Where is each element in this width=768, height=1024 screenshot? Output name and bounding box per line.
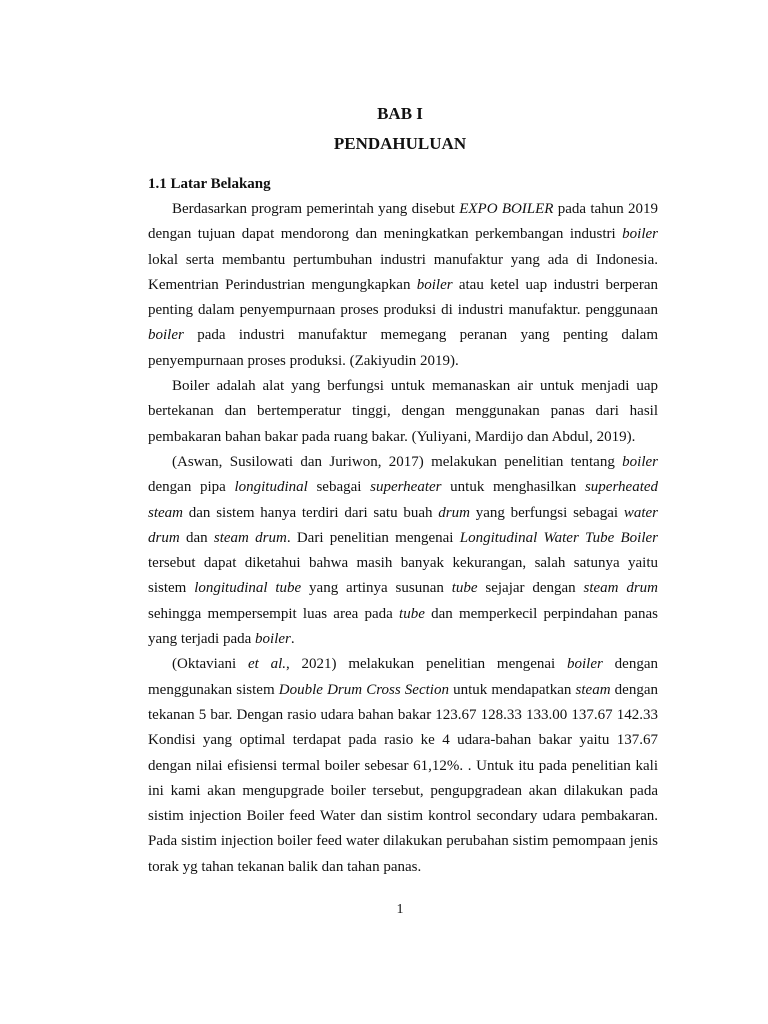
italic-term: boiler	[148, 327, 184, 344]
page-number: 1	[396, 902, 404, 917]
italic-term: et al.	[247, 656, 286, 673]
italic-term: Double Drum Cross Section	[278, 681, 449, 698]
chapter-title: PENDAHULUAN	[333, 134, 467, 153]
paragraph-3: (Aswan, Susilowati dan Juriwon, 2017) melakukan penelitian tentang boiler dengan pipa longitudinal sebagai superheater untuk menghasilkan superheated steam dan sistem hanya terdiri dari satu buah drum yang berfungsi sebagai water drum dan steam drum. Dari penelitian mengenai Longitudinal Water Tube Boiler tersebut dapat diketahui bahwa masih banyak kekurangan, salah satunya yaitu sistem longitudinal tube yang artinya susunan tube sejajar dengan steam drum sehingga mempersempit luas area pada tube dan memperkecil perpindahan panas yang terjadi pada boiler.	[148, 453, 659, 648]
italic-term: water drum	[148, 504, 658, 546]
italic-term: superheater	[370, 479, 442, 496]
italic-term: tube	[399, 605, 425, 622]
italic-term: boiler	[622, 226, 658, 243]
italic-term: EXPO BOILER	[459, 201, 554, 217]
italic-term: Longitudinal Water Tube Boiler	[459, 529, 658, 546]
italic-term: boiler	[622, 453, 658, 470]
body-text	[148, 197, 658, 880]
italic-term: steam drum	[213, 529, 287, 546]
chapter-label: BAB I	[377, 104, 423, 123]
italic-term: longitudinal	[234, 479, 308, 496]
italic-term: drum	[438, 504, 470, 521]
italic-term: boiler	[567, 656, 603, 673]
italic-term: boiler	[255, 631, 291, 648]
paragraph-2: Boiler adalah alat yang berfungsi untuk memanaskan air untuk menjadi uap bertekanan dan bertemperatur tinggi, dengan menggunakan panas dari hasil pembakaran bahan bakar pada ruang bakar. (Yuliyani, Mardijo dan Abdul, 2019).	[148, 378, 658, 445]
paragraph-4: (Oktaviani et al., 2021) melakukan penelitian mengenai boiler dengan menggunakan sistem Double Drum Cross Section untuk mendapatkan steam dengan tekanan 5 bar. Dengan rasio udara bahan bakar 123.67 128.33 133.00 137.67 142.33 Kondisi yang optimal terdapat pada rasio ke 4 udara-bahan bakar yaitu 137.67 dengan nilai efisiensi termal boiler sebesar 61,12%. . Untuk itu pada penelitian kali ini kami akan mengupgrade boiler tersebut, pengupgradean akan dilakukan pada sistim injection Boiler feed Water dan sistim kontrol secondary udara pembakaran. Pada sistim injection boiler feed water dilakukan perubahan sistim pemompaan jenis torak yg tahan tekanan balik dan tahan panas.	[148, 656, 658, 875]
paragraph-1: Berdasarkan program pemerintah yang disebut EXPO BOILER pada tahun 2019 dengan tujuan dapat mendorong dan meningkatkan perkembangan industri boiler lokal serta membantu pertumbuhan industri manufaktur yang ada di Indonesia. Kementrian Perindustrian mengungkapkan boiler atau ketel uap industri berperan penting dalam penyempurnaan proses produksi di industri manufaktur. penggunaan boiler pada industri manufaktur memegang peranan yang penting dalam penyempurnaan proses produksi. (Zakiyudin 2019).	[148, 201, 659, 369]
italic-term: steam drum	[583, 580, 659, 597]
italic-term: superheated steam	[148, 479, 659, 521]
italic-term: tube	[451, 580, 478, 597]
section-heading: 1.1 Latar Belakang	[148, 176, 271, 192]
italic-term: longitudinal tube	[194, 580, 302, 597]
italic-term: steam	[575, 681, 611, 698]
italic-term: boiler	[416, 276, 453, 293]
